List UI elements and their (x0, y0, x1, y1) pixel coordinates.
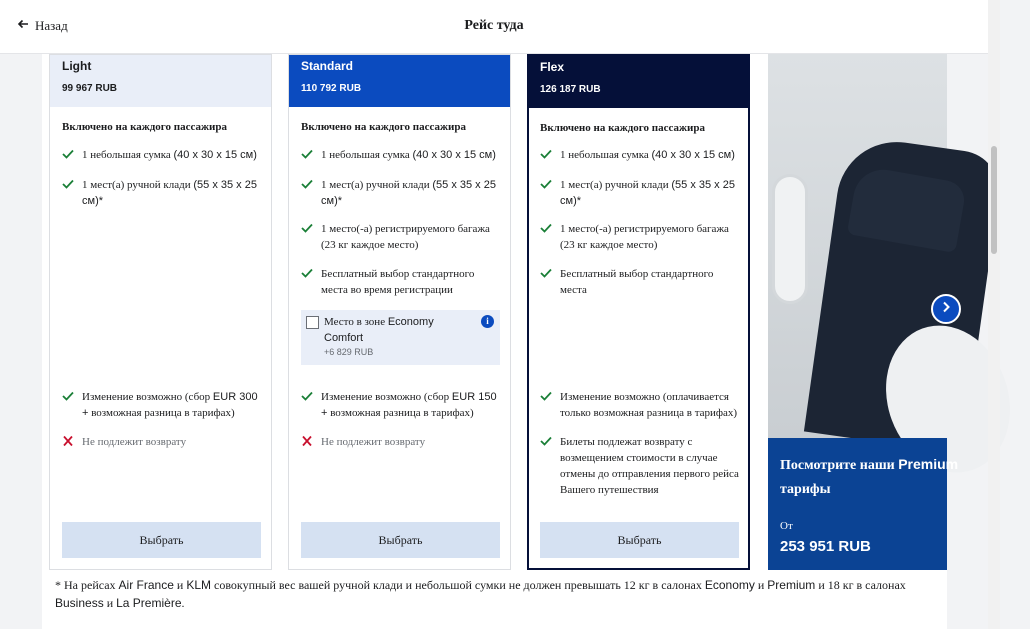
check-icon (62, 147, 74, 163)
cross-icon (62, 434, 74, 450)
cabin-seat-image (768, 54, 947, 438)
fare-header (50, 55, 271, 107)
premium-promo-card[interactable] (768, 54, 959, 570)
select-flex-button[interactable]: Выбрать (540, 522, 739, 558)
fare-name: Light (62, 59, 92, 73)
check-icon (301, 221, 313, 253)
check-icon (540, 177, 552, 209)
fare-header (529, 56, 748, 108)
next-carousel-button[interactable] (931, 294, 961, 324)
page-scrollbar[interactable] (988, 0, 1000, 629)
cross-icon (301, 434, 313, 450)
addon-price: +6 829 RUB (324, 347, 374, 357)
fare-name: Flex (540, 60, 565, 74)
check-icon (540, 434, 552, 498)
check-icon (540, 221, 552, 253)
fare-card-flex[interactable] (527, 54, 750, 570)
fare-header (289, 55, 510, 107)
economy-comfort-addon (301, 310, 500, 365)
promo-price: 253 951 RUB (780, 538, 871, 555)
addon-label: Место в зоне Economy Comfort (324, 316, 434, 344)
check-icon (301, 147, 313, 163)
included-title: Включено на каждого пассажира (301, 121, 466, 133)
feature-item: 1 небольшая сумка (40 x 30 x 15 см) (62, 147, 263, 163)
fare-card-standard[interactable] (288, 54, 511, 570)
condition-item: Не подлежит возврату (301, 434, 502, 450)
feature-item: 1 мест(а) ручной клади (55 x 35 x 25 см)* (62, 177, 263, 209)
scrollbar-thumb[interactable] (991, 146, 997, 254)
condition-item: Билеты подлежат возврату с возмещением стоимости в случае отмены до отправления первого рейса Вашего путешествия (540, 434, 740, 498)
promo-panel (768, 438, 959, 570)
baggage-footnote: * На рейсах Air France и KLM совокупный вес вашей ручной клади и небольшой сумки не должен превышать 12 кг в салонах Economy и Premium и 18 кг в салонах Business и La Première. (55, 578, 906, 610)
check-icon (540, 266, 552, 298)
check-icon (301, 177, 313, 209)
check-icon (62, 177, 74, 209)
info-icon[interactable]: i (481, 315, 494, 328)
feature-item: 1 небольшая сумка (40 x 30 x 15 см) (540, 147, 740, 163)
feature-item: 1 место(-а) регистрируемого багажа (23 кг каждое место) (301, 221, 502, 253)
feature-item: 1 место(-а) регистрируемого багажа (23 кг каждое место) (540, 221, 740, 253)
check-icon (301, 389, 313, 421)
condition-item: Изменение возможно (сбор EUR 300 + возможная разница в тарифах) (62, 389, 263, 421)
condition-item: Изменение возможно (сбор EUR 150 + возможная разница в тарифах) (301, 389, 502, 421)
condition-item: Не подлежит возврату (62, 434, 263, 450)
included-title: Включено на каждого пассажира (62, 121, 227, 133)
feature-item: 1 мест(а) ручной клади (55 x 35 x 25 см)* (540, 177, 740, 209)
select-light-button[interactable]: Выбрать (62, 522, 261, 558)
check-icon (301, 266, 313, 298)
promo-from-label: От (780, 520, 793, 532)
included-title: Включено на каждого пассажира (540, 122, 705, 134)
check-icon (62, 389, 74, 421)
fare-price: 126 187 RUB (540, 84, 601, 95)
back-label: Назад (35, 18, 68, 33)
promo-title: Посмотрите наши Premium тарифы (780, 456, 959, 497)
fare-card-light[interactable] (49, 54, 272, 570)
feature-item: Бесплатный выбор стандартного места во время регистрации (301, 266, 502, 298)
fare-price: 99 967 RUB (62, 83, 118, 94)
chevron-right-icon (940, 300, 952, 318)
condition-item: Изменение возможно (оплачивается только возможная разница в тарифах) (540, 389, 740, 421)
feature-item: 1 мест(а) ручной клади (55 x 35 x 25 см)* (301, 177, 502, 209)
economy-comfort-checkbox[interactable] (306, 316, 319, 329)
check-icon (540, 389, 552, 421)
top-bar (0, 0, 988, 54)
select-standard-button[interactable]: Выбрать (301, 522, 500, 558)
fare-name: Standard (301, 59, 354, 73)
feature-item: Бесплатный выбор стандартного места (540, 266, 740, 298)
fare-price: 110 792 RUB (301, 83, 362, 94)
page-title: Рейс туда (464, 18, 524, 33)
feature-item: 1 небольшая сумка (40 x 30 x 15 см) (301, 147, 502, 163)
check-icon (540, 147, 552, 163)
